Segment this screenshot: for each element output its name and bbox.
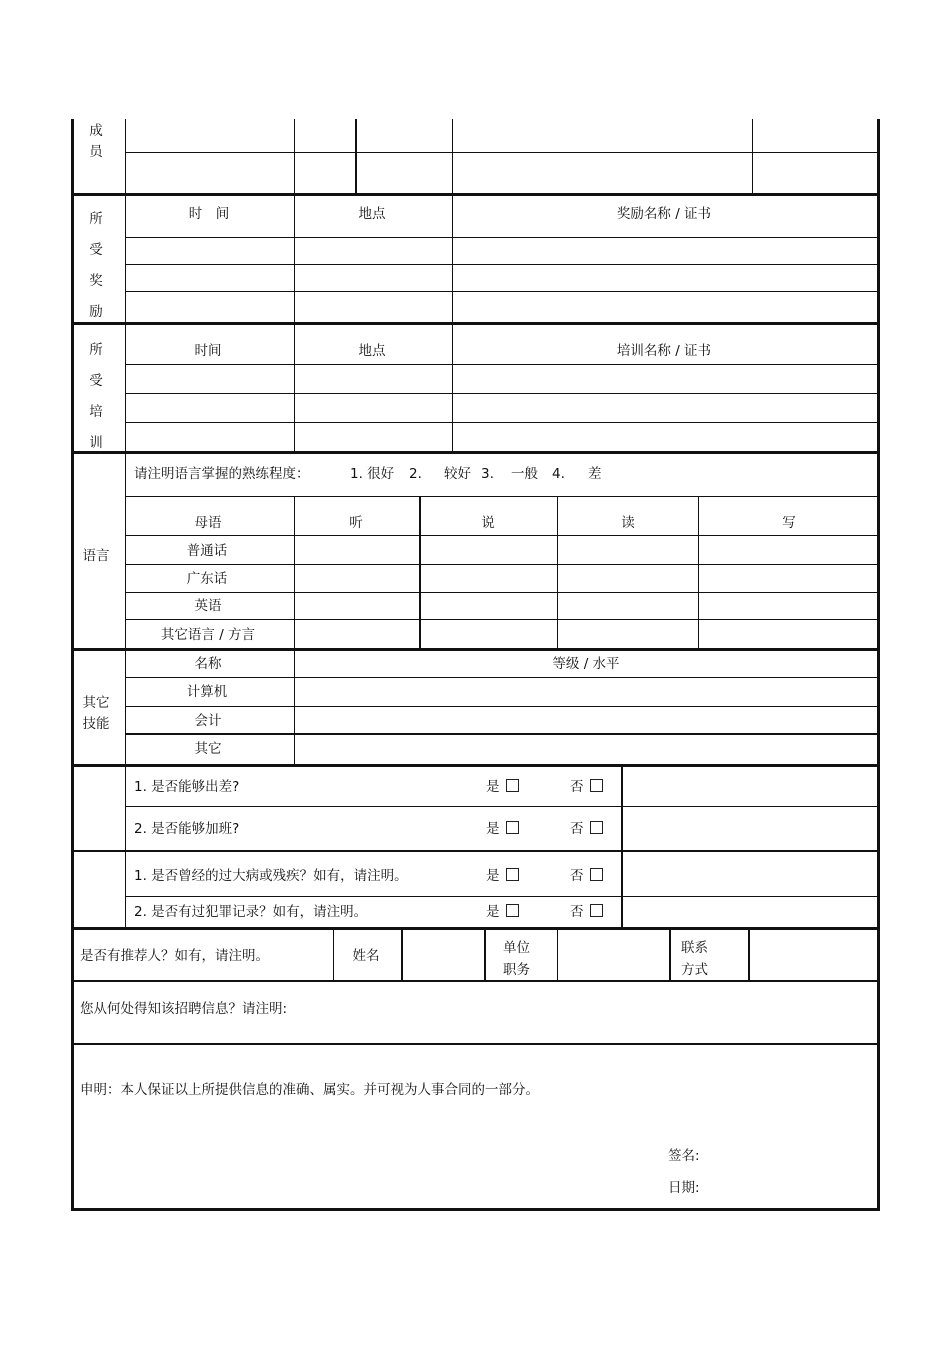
grid-line <box>125 237 878 238</box>
yes-checkbox[interactable] <box>506 821 519 834</box>
grid-line <box>294 497 295 649</box>
no-option: 否 <box>570 868 603 884</box>
grid-line <box>125 564 878 565</box>
language-header-native: 母语 <box>194 515 222 531</box>
language-header-read: 读 <box>621 515 635 531</box>
grid-line <box>698 497 699 649</box>
date-label: 日期: <box>668 1180 700 1196</box>
skills-name-header: 名称 <box>194 656 222 672</box>
grid-line <box>419 497 421 649</box>
language-header-write: 写 <box>782 515 796 531</box>
section-divider <box>71 1043 880 1045</box>
grid-line <box>125 896 878 897</box>
grid-line <box>452 324 453 452</box>
section-divider <box>71 322 880 325</box>
language-scale-3: 3. <box>481 466 494 482</box>
yes-checkbox[interactable] <box>506 904 519 917</box>
awards-name-header: 奖励名称 / 证书 <box>616 206 712 222</box>
referee-contact-label: 联系 方式 <box>681 940 708 978</box>
no-option: 否 <box>570 779 603 795</box>
language-scale-average: 一般 <box>511 466 538 482</box>
yes-option: 是 <box>486 779 519 795</box>
grid-line <box>125 264 878 265</box>
skills-section-label: 其它 技能 <box>82 695 110 732</box>
yes-checkbox[interactable] <box>506 868 519 881</box>
declaration-text: 申明：本人保证以上所提供信息的准确、属实。并可视为人事合同的一部分。 <box>80 1082 539 1098</box>
grid-line <box>125 619 878 620</box>
yes-checkbox[interactable] <box>506 779 519 792</box>
language-scale-2: 2. <box>409 466 422 482</box>
grid-line <box>125 650 126 765</box>
language-header-speak: 说 <box>481 515 495 531</box>
grid-line <box>125 706 878 707</box>
grid-line <box>294 650 295 765</box>
grid-line <box>752 119 753 194</box>
language-scale-1: 1. 很好 <box>350 466 395 482</box>
grid-line <box>125 733 878 735</box>
grid-line <box>452 195 453 323</box>
grid-line <box>125 119 126 194</box>
language-section-label: 语言 <box>82 548 110 564</box>
grid-line <box>125 364 878 365</box>
no-option: 否 <box>570 904 603 920</box>
training-section-label: 所 受 培 训 <box>89 342 103 451</box>
awards-section-label: 所 受 奖 励 <box>89 211 103 320</box>
awards-time-header: 时 间 <box>188 206 230 222</box>
referee-unit-label: 单位 职务 <box>503 940 530 978</box>
grid-line <box>484 929 486 981</box>
grid-line <box>125 535 878 536</box>
section-divider <box>71 451 880 454</box>
language-scale-4: 4. <box>552 466 565 482</box>
language-row-label: 英语 <box>194 598 222 614</box>
outer-left-border <box>71 119 74 1211</box>
question-illness: 1. 是否曾经的过大病或残疾？如有，请注明。 <box>134 868 408 884</box>
grid-line <box>333 929 334 981</box>
grid-line <box>125 152 878 153</box>
grid-line <box>125 324 126 452</box>
grid-line <box>125 393 878 394</box>
yes-option: 是 <box>486 821 519 837</box>
awards-place-header: 地点 <box>358 206 386 222</box>
grid-line <box>294 195 295 323</box>
training-place-header: 地点 <box>358 343 386 359</box>
referee-question: 是否有推荐人？如有，请注明。 <box>80 948 269 964</box>
section-divider <box>71 927 880 930</box>
grid-line <box>125 496 878 497</box>
language-row-label: 广东话 <box>186 571 228 587</box>
language-scale-good: 较好 <box>444 466 471 482</box>
question-criminal-record: 2. 是否有过犯罪记录？如有，请注明。 <box>134 904 368 920</box>
language-row-label: 普通话 <box>186 543 228 559</box>
members-section-label: 成 员 <box>89 123 103 160</box>
recruitment-source-question: 您从何处得知该招聘信息？请注明: <box>80 1001 288 1017</box>
no-option: 否 <box>570 821 603 837</box>
no-checkbox[interactable] <box>590 779 603 792</box>
section-divider <box>71 193 880 196</box>
grid-line <box>452 119 453 194</box>
grid-line <box>71 850 880 852</box>
training-time-header: 时间 <box>194 343 222 359</box>
skills-level-header: 等级 / 水平 <box>552 656 620 672</box>
no-checkbox[interactable] <box>590 821 603 834</box>
skills-row-label: 计算机 <box>186 684 228 700</box>
grid-line <box>557 929 558 981</box>
grid-line <box>355 119 357 194</box>
grid-line <box>125 422 878 423</box>
grid-line <box>621 766 623 928</box>
grid-line <box>125 195 126 323</box>
section-divider <box>71 648 880 651</box>
language-row-label: 其它语言 / 方言 <box>160 627 256 643</box>
outer-right-border <box>877 119 880 1211</box>
form-bottom-border <box>71 1208 880 1211</box>
language-instruction: 请注明语言掌握的熟练程度： <box>134 466 310 482</box>
no-checkbox[interactable] <box>590 868 603 881</box>
grid-line <box>669 929 671 981</box>
yes-option: 是 <box>486 868 519 884</box>
language-scale-poor: 差 <box>588 466 602 482</box>
grid-line <box>125 766 126 928</box>
grid-line <box>125 677 878 678</box>
grid-line <box>125 592 878 593</box>
skills-row-label: 其它 <box>194 741 222 757</box>
grid-line <box>294 119 295 194</box>
training-name-header: 培训名称 / 证书 <box>616 343 712 359</box>
grid-line <box>125 291 878 292</box>
yes-option: 是 <box>486 904 519 920</box>
section-divider <box>71 980 880 982</box>
grid-line <box>294 324 295 452</box>
grid-line <box>125 806 878 807</box>
question-overtime: 2. 是否能够加班? <box>134 821 240 837</box>
signature-label: 签名: <box>668 1148 700 1164</box>
no-checkbox[interactable] <box>590 904 603 917</box>
skills-row-label: 会计 <box>194 713 222 729</box>
section-divider <box>71 764 880 767</box>
question-travel: 1. 是否能够出差? <box>134 779 240 795</box>
grid-line <box>557 497 558 649</box>
referee-name-label: 姓名 <box>352 948 380 964</box>
grid-line <box>748 929 750 981</box>
language-header-listen: 听 <box>349 515 363 531</box>
grid-line <box>401 929 403 981</box>
